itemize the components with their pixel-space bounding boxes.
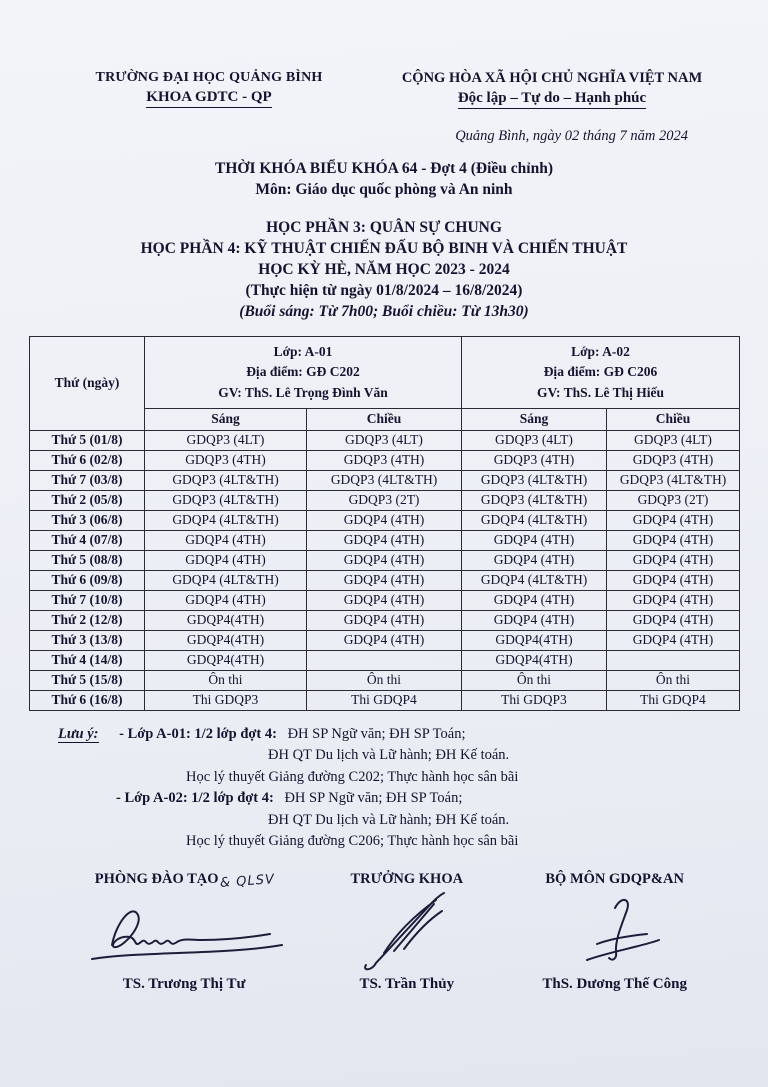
schedule-cell: GDQP4 (4TH) — [307, 610, 462, 630]
schedule-cell: GDQP3 (4LT) — [462, 430, 607, 450]
schedule-cell: GDQP3 (2T) — [307, 490, 462, 510]
schedule-cell: GDQP4 (4TH) — [607, 570, 740, 590]
schedule-cell: GDQP3 (4LT&TH) — [145, 470, 307, 490]
session-header-afternoon-a01: Chiều — [307, 408, 462, 430]
org-department: KHOA GDTC - QP — [146, 89, 271, 108]
schedule-cell: GDQP3 (4LT) — [307, 430, 462, 450]
schedule-cell: GDQP4 (4LT&TH) — [145, 570, 307, 590]
schedule-cell: GDQP4 (4TH) — [307, 550, 462, 570]
note-a01-venue: Học lý thuyết Giảng đường C202; Thực hành học sân bãi — [186, 768, 519, 785]
session-header-afternoon-a02: Chiều — [607, 408, 740, 430]
schedule-cell: GDQP3 (4LT) — [145, 430, 307, 450]
schedule-cell: Thi GDQP3 — [462, 690, 607, 710]
national-motto: Độc lập – Tự do – Hạnh phúc — [458, 90, 646, 109]
table-row — [30, 550, 740, 570]
table-row — [30, 450, 740, 470]
table-row — [30, 590, 740, 610]
schedule-cell: GDQP4 (4TH) — [607, 510, 740, 530]
day-cell: Thứ 5 (01/8) — [30, 430, 145, 450]
schedule-cell: GDQP4 (4TH) — [462, 530, 607, 550]
schedule-cell: GDQP4 (4TH) — [307, 590, 462, 610]
signature-block-bo-mon — [503, 871, 726, 993]
signature-section — [0, 871, 768, 993]
schedule-cell: GDQP4 (4TH) — [607, 550, 740, 570]
signature-title: BỘ MÔN GDQP&AN — [545, 870, 684, 887]
national-motto-block — [366, 70, 738, 109]
schedule-cell — [607, 650, 740, 670]
class-a02-location: Địa điểm: GĐ C206 — [543, 364, 658, 380]
signature-scribble-3 — [545, 888, 685, 976]
signatory-name: ThS. Dương Thế Công — [542, 975, 687, 992]
document-title: THỜI KHÓA BIỂU KHÓA 64 - Đợt 4 (Điều chỉnh) — [215, 160, 553, 177]
class-a02-name: Lớp: A-02 — [571, 344, 630, 359]
table-group-header-row — [30, 337, 740, 409]
session-header-morning-a02: Sáng — [462, 408, 607, 430]
table-row — [30, 690, 740, 710]
day-cell: Thứ 2 (05/8) — [30, 490, 145, 510]
schedule-cell: Thi GDQP4 — [307, 690, 462, 710]
date-line: Quảng Bình, ngày 02 tháng 7 năm 2024 — [455, 128, 688, 144]
day-cell: Thứ 6 (16/8) — [30, 690, 145, 710]
note-a02-venue: Học lý thuyết Giảng đường C206; Thực hành học sân bãi — [186, 833, 519, 850]
note-a01-heading: - Lớp A-01: 1/2 lớp đợt 4: — [119, 725, 277, 742]
schedule-cell — [307, 650, 462, 670]
class-a02-teacher: GV: ThS. Lê Thị Hiếu — [537, 384, 664, 400]
day-cell: Thứ 4 (14/8) — [30, 650, 145, 670]
schedule-cell: GDQP4 (4LT&TH) — [145, 510, 307, 530]
table-row — [30, 430, 740, 450]
signature-scribble-1 — [74, 888, 294, 976]
schedule-cell: GDQP4 (4TH) — [307, 630, 462, 650]
schedule-cell: GDQP4 (4LT&TH) — [462, 510, 607, 530]
signature-title-text: PHÒNG ĐÀO TẠO — [94, 870, 219, 887]
schedule-cell: GDQP3 (4LT) — [607, 430, 740, 450]
schedule-table — [29, 336, 740, 711]
subject-line: Môn: Giáo dục quốc phòng và An ninh — [255, 181, 513, 198]
table-row — [30, 470, 740, 490]
schedule-cell: GDQP3 (4LT&TH) — [607, 470, 740, 490]
table-row — [30, 490, 740, 510]
schedule-cell: GDQP4 (4TH) — [307, 570, 462, 590]
schedule-cell: GDQP3 (2T) — [607, 490, 740, 510]
signature-scribble-2 — [332, 888, 482, 976]
national-title: CỘNG HÒA XÃ HỘI CHỦ NGHĨA VIỆT NAM — [401, 70, 703, 86]
schedule-cell: GDQP4 (4LT&TH) — [462, 570, 607, 590]
day-cell: Thứ 5 (15/8) — [30, 670, 145, 690]
schedule-cell: GDQP4 (4TH) — [145, 590, 307, 610]
note-a01-majors-2: ĐH QT Du lịch và Lữ hành; ĐH Kế toán. — [268, 747, 510, 764]
note-a02-majors-1: ĐH SP Ngữ văn; ĐH SP Toán; — [284, 790, 463, 807]
day-cell: Thứ 3 (13/8) — [30, 630, 145, 650]
class-a02-header — [462, 337, 740, 409]
signature-block-phong-dao-tao — [58, 871, 310, 993]
schedule-cell: GDQP4 (4TH) — [462, 590, 607, 610]
table-row — [30, 510, 740, 530]
schedule-cell: GDQP3 (4TH) — [307, 450, 462, 470]
handwritten-annotation: & QLSV — [219, 871, 275, 891]
schedule-body — [30, 430, 740, 710]
schedule-cell: GDQP3 (4LT&TH) — [462, 470, 607, 490]
session-header-morning-a01: Sáng — [145, 408, 307, 430]
schedule-cell: GDQP4 (4TH) — [145, 550, 307, 570]
org-block — [58, 70, 360, 109]
signature-title — [94, 870, 275, 891]
table-row — [30, 530, 740, 550]
note-a02-heading: - Lớp A-02: 1/2 lớp đợt 4: — [116, 790, 274, 807]
document-header — [0, 0, 768, 109]
module4-line: HỌC PHẦN 4: KỸ THUẬT CHIẾN ĐẤU BỘ BINH VÀ CHIẾN THUẬT — [140, 240, 628, 257]
signature-title: TRƯỞNG KHOA — [350, 870, 464, 887]
notes-section — [0, 724, 768, 853]
day-cell: Thứ 7 (10/8) — [30, 590, 145, 610]
day-cell: Thứ 6 (02/8) — [30, 450, 145, 470]
note-a02-majors-2: ĐH QT Du lịch và Lữ hành; ĐH Kế toán. — [268, 811, 510, 828]
session-times-line: (Buổi sáng: Từ 7h00; Buổi chiều: Từ 13h30) — [239, 303, 529, 320]
title-block — [0, 158, 768, 322]
table-row — [30, 630, 740, 650]
day-cell: Thứ 2 (12/8) — [30, 610, 145, 630]
signature-block-truong-khoa — [310, 871, 503, 993]
day-cell: Thứ 4 (07/8) — [30, 530, 145, 550]
schedule-cell: GDQP3 (4LT&TH) — [462, 490, 607, 510]
schedule-cell: Thi GDQP3 — [145, 690, 307, 710]
schedule-cell: Thi GDQP4 — [607, 690, 740, 710]
schedule-cell: GDQP4 (4TH) — [607, 610, 740, 630]
schedule-cell: GDQP4 (4TH) — [462, 550, 607, 570]
schedule-cell: GDQP3 (4LT&TH) — [307, 470, 462, 490]
schedule-cell: GDQP4(4TH) — [462, 630, 607, 650]
schedule-cell: GDQP4 (4TH) — [607, 630, 740, 650]
schedule-cell: GDQP4 (4TH) — [607, 590, 740, 610]
semester-line: HỌC KỲ HÈ, NĂM HỌC 2023 - 2024 — [258, 261, 510, 278]
schedule-cell: GDQP4 (4TH) — [145, 530, 307, 550]
schedule-cell: Ôn thi — [607, 670, 740, 690]
day-cell: Thứ 6 (09/8) — [30, 570, 145, 590]
schedule-cell: GDQP4 (4TH) — [462, 610, 607, 630]
note-a01-majors-1: ĐH SP Ngữ văn; ĐH SP Toán; — [287, 725, 466, 742]
day-cell: Thứ 5 (08/8) — [30, 550, 145, 570]
signatory-name: TS. Trần Thủy — [359, 975, 455, 992]
schedule-cell: Ôn thi — [462, 670, 607, 690]
schedule-cell: GDQP4(4TH) — [145, 610, 307, 630]
org-name: TRƯỜNG ĐẠI HỌC QUẢNG BÌNH — [95, 70, 323, 85]
schedule-cell: GDQP4(4TH) — [145, 630, 307, 650]
note-label: Lưu ý: — [58, 725, 99, 742]
class-a01-location: Địa điểm: GĐ C202 — [246, 364, 360, 380]
schedule-cell: GDQP3 (4TH) — [462, 450, 607, 470]
schedule-cell: GDQP3 (4TH) — [145, 450, 307, 470]
schedule-cell: GDQP4 (4TH) — [307, 530, 462, 550]
period-line: (Thực hiện từ ngày 01/8/2024 – 16/8/2024) — [245, 282, 523, 299]
day-column-header: Thứ (ngày) — [30, 337, 145, 431]
schedule-cell: GDQP4 (4TH) — [607, 530, 740, 550]
schedule-cell: Ôn thi — [307, 670, 462, 690]
class-a01-name: Lớp: A-01 — [273, 344, 333, 359]
note-line-4 — [0, 788, 768, 810]
class-a01-header — [145, 337, 462, 409]
table-row — [30, 670, 740, 690]
table-row — [30, 650, 740, 670]
table-row — [30, 570, 740, 590]
schedule-cell: GDQP4 (4TH) — [307, 510, 462, 530]
signatory-name: TS. Trương Thị Tư — [122, 975, 246, 992]
schedule-cell: GDQP3 (4TH) — [607, 450, 740, 470]
note-line-1 — [0, 724, 768, 746]
schedule-cell: Ôn thi — [145, 670, 307, 690]
class-a01-teacher: GV: ThS. Lê Trọng Đình Văn — [218, 384, 388, 400]
schedule-cell: GDQP4(4TH) — [145, 650, 307, 670]
schedule-cell: GDQP4(4TH) — [462, 650, 607, 670]
day-cell: Thứ 7 (03/8) — [30, 470, 145, 490]
table-row — [30, 610, 740, 630]
day-cell: Thứ 3 (06/8) — [30, 510, 145, 530]
schedule-cell: GDQP3 (4LT&TH) — [145, 490, 307, 510]
module3-line: HỌC PHẦN 3: QUÂN SỰ CHUNG — [266, 219, 502, 236]
